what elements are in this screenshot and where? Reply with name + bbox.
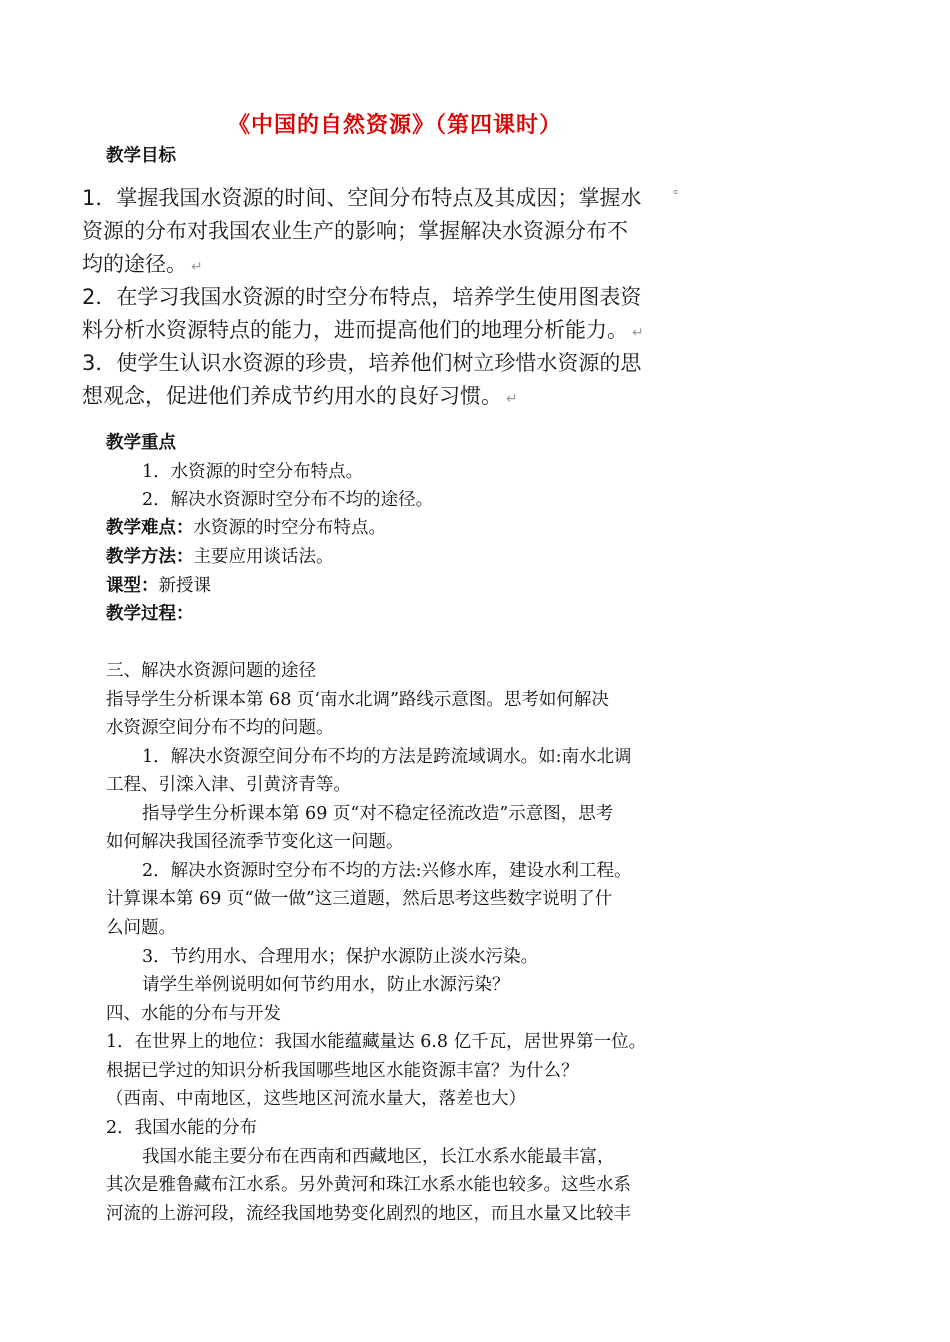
key-point-item: 2．解决水资源时空分布不均的途径。 — [142, 490, 434, 510]
body-line: 2．我国水能的分布 — [106, 1118, 258, 1138]
lesson-type-label: 课型： — [106, 576, 159, 596]
key-point-item: 1．水资源的时空分布特点。 — [142, 462, 364, 482]
objective-line: 均的途径。 ↵ — [82, 252, 203, 276]
return-mark: ↵ — [632, 325, 644, 341]
process-heading: 教学过程： — [106, 604, 194, 624]
body-line: （西南、中南地区，这些地区河流水量大，落差也大） — [106, 1089, 526, 1109]
objective-line: 想观念，促进他们养成节约用水的良好习惯。 ↵ — [82, 384, 518, 408]
body-line: 四、水能的分布与开发 — [106, 1004, 281, 1024]
body-line: 河流的上游河段，流经我国地势变化剧烈的地区，而且水量又比较丰 — [106, 1204, 631, 1224]
body-line: 么问题。 — [106, 918, 176, 938]
body-line: 指导学生分析课本第 69 页“对不稳定径流改造”示意图，思考 — [142, 804, 614, 824]
return-mark: ↵ — [191, 259, 203, 275]
body-line: 1．在世界上的地位：我国水能蕴藏量达 6.8 亿千瓦，居世界第一位。 — [106, 1032, 647, 1052]
difficulty-label: 教学难点： — [106, 518, 194, 538]
objective-line: 3．使学生认识水资源的珍贵，培养他们树立珍惜水资源的思 — [82, 351, 642, 375]
difficulty-value: 水资源的时空分布特点。 — [193, 518, 386, 538]
body-line: 水资源空间分布不均的问题。 — [106, 718, 334, 738]
key-points-heading: 教学重点 — [106, 433, 176, 453]
body-line: 其次是雅鲁藏布江水系。另外黄河和珠江水系水能也较多。这些水系 — [106, 1175, 631, 1195]
body-line: 我国水能主要分布在西南和西藏地区，长江水系水能最丰富， — [142, 1147, 615, 1167]
body-line: 1．解决水资源空间分布不均的方法是跨流域调水。如:南水北调 — [142, 747, 632, 767]
body-line: 三、解决水资源问题的途径 — [106, 661, 316, 681]
body-line: 工程、引滦入津、引黄济青等。 — [106, 775, 351, 795]
return-mark: ↵ — [506, 391, 518, 407]
body-line: 请学生举例说明如何节约用水，防止水源污染？ — [142, 975, 510, 995]
lesson-type-value: 新授课 — [158, 576, 211, 596]
corner-mark: 。 — [673, 181, 687, 197]
body-line: 2．解决水资源时空分布不均的方法:兴修水库，建设水利工程。 — [142, 861, 632, 881]
body-line: 根据已学过的知识分析我国哪些地区水能资源丰富？为什么？ — [106, 1061, 579, 1081]
body-line: 3．节约用水、合理用水；保护水源防止淡水污染。 — [142, 947, 539, 967]
method-row — [106, 547, 334, 568]
objective-line: 资源的分布对我国农业生产的影响；掌握解决水资源分布不 — [82, 219, 628, 243]
objective-line: 2．在学习我国水资源的时空分布特点，培养学生使用图表资 — [82, 285, 642, 309]
document-title: 《中国的自然资源》（第四课时） — [227, 113, 562, 138]
objective-line: 1．掌握我国水资源的时间、空间分布特点及其成因；掌握水 — [82, 186, 642, 210]
method-value: 主要应用谈话法。 — [193, 547, 334, 567]
body-line: 计算课本第 69 页“做一做”这三道题，然后思考这些数字说明了什 — [106, 889, 613, 909]
method-label: 教学方法： — [106, 547, 194, 567]
lesson-type-row — [106, 576, 211, 597]
body-line: 指导学生分析课本第 68 页‘南水北调”路线示意图。思考如何解决 — [106, 690, 609, 710]
body-line: 如何解决我国径流季节变化这一问题。 — [106, 832, 404, 852]
objectives-heading: 教学目标 — [106, 146, 176, 166]
difficulty-row — [106, 518, 386, 539]
objective-line: 料分析水资源特点的能力，进而提高他们的地理分析能力。 ↵ — [82, 318, 644, 342]
